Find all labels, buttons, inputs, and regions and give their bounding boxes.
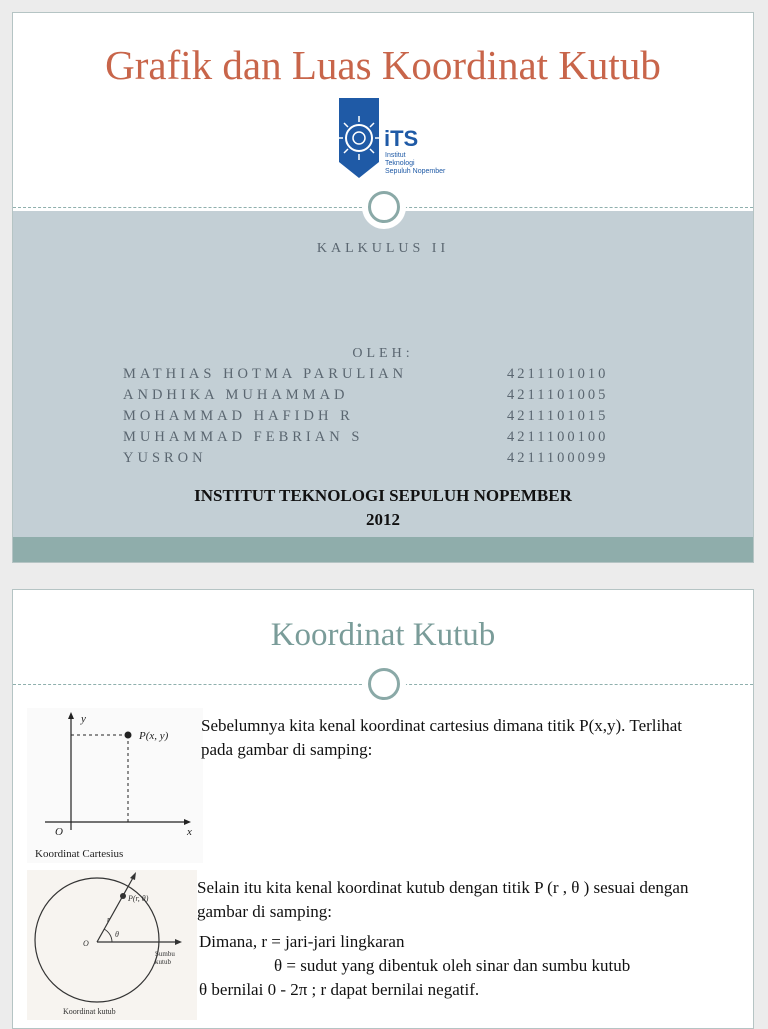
- info-band: [13, 211, 753, 537]
- member-nrp: 4211100100: [507, 429, 609, 445]
- institution-block: [13, 484, 753, 532]
- point-label: P(r, θ): [128, 894, 149, 903]
- paragraph-definitions: [199, 930, 739, 1002]
- member-name: MATHIAS HOTMA PARULIAN: [123, 366, 408, 382]
- member-row: [123, 450, 643, 471]
- member-row: [123, 366, 643, 387]
- point-label: P(x, y): [139, 730, 169, 742]
- origin-label: O: [83, 939, 89, 948]
- definition-range: θ bernilai 0 - 2π ; r dapat bernilai negatif.: [199, 980, 480, 999]
- content-slide: [12, 589, 754, 1029]
- slide-title: Grafik dan Luas Koordinat Kutub: [105, 42, 661, 88]
- member-nrp: 4211101005: [507, 387, 609, 403]
- member-row: [123, 429, 643, 450]
- slide-title: Koordinat Kutub: [270, 617, 496, 653]
- y-axis-label: y: [81, 713, 86, 725]
- logo-line-2: Teknologi: [385, 160, 415, 167]
- origin-label: O: [55, 826, 63, 838]
- member-name: MUHAMMAD FEBRIAN S: [123, 429, 364, 445]
- member-name: MOHAMMAD HAFIDH R: [123, 408, 354, 424]
- point-p: [120, 893, 126, 899]
- logo-text: iTS: [384, 126, 419, 151]
- logo-line-1: Institut: [385, 152, 406, 159]
- paragraph-cartesius: Sebelumnya kita kenal koordinat cartesius dimana titik P(x,y). Terlihat pada gambar di samping:: [201, 716, 682, 759]
- ring-ornament: [362, 185, 406, 229]
- logo-line-3: Sepuluh Nopember: [385, 168, 446, 175]
- axis-label: kutub: [155, 958, 171, 966]
- point-p: [125, 732, 132, 739]
- member-row: [123, 387, 643, 408]
- cartesian-figure: [27, 708, 203, 863]
- member-name: YUSRON: [123, 450, 207, 466]
- title-slide: [12, 12, 754, 563]
- member-nrp: 4211101010: [507, 366, 609, 382]
- footer-bar: [13, 537, 753, 563]
- member-nrp: 4211100099: [507, 450, 609, 466]
- member-nrp: 4211101015: [507, 408, 609, 424]
- ring-ornament: [362, 662, 406, 706]
- axis-label: Sumbu: [155, 950, 175, 958]
- year: 2012: [366, 510, 400, 529]
- definition-r: Dimana, r = jari-jari lingkaran: [199, 932, 405, 951]
- polar-figure: [27, 870, 197, 1020]
- its-logo: [337, 96, 455, 182]
- definition-theta: θ = sudut yang dibentuk oleh sinar dan sumbu kutub: [274, 956, 631, 975]
- paragraph-polar-intro: Selain itu kita kenal koordinat kutub dengan titik P (r , θ ) sesuai dengan gambar di samping:: [197, 878, 689, 921]
- figure-caption: Koordinat kutub: [63, 1007, 116, 1016]
- member-name: ANDHIKA MUHAMMAD: [123, 387, 349, 403]
- theta-label: θ: [115, 930, 119, 939]
- institution-name: INSTITUT TEKNOLOGI SEPULUH NOPEMBER: [194, 486, 572, 505]
- subtitle: KALKULUS II: [316, 241, 450, 256]
- oleh-label: OLEH:: [352, 346, 414, 361]
- figure-caption: Koordinat Cartesius: [35, 848, 124, 860]
- r-label: r: [107, 915, 111, 924]
- member-row: [123, 408, 643, 429]
- x-axis-label: x: [187, 826, 192, 838]
